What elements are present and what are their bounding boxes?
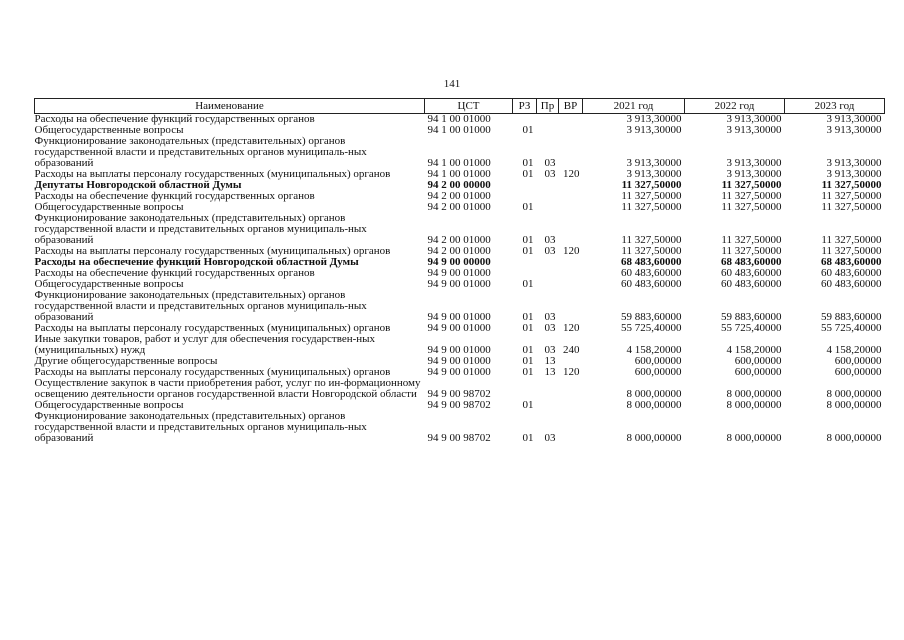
header-2022: 2022 год <box>685 99 785 114</box>
row-value-2023: 8 000,00000 <box>826 432 882 444</box>
row-value-2022: 8 000,00000 <box>726 399 782 411</box>
row-vr: 120 <box>563 245 580 257</box>
row-rz: 01 <box>522 201 534 213</box>
row-rz: 01 <box>522 278 534 290</box>
row-value-2022: 3 913,30000 <box>726 113 782 125</box>
row-value-2021: 59 883,60000 <box>621 311 682 323</box>
table-row <box>35 136 885 169</box>
row-value-2021: 3 913,30000 <box>626 113 682 125</box>
row-value-2022: 3 913,30000 <box>726 124 782 136</box>
row-vr <box>559 191 583 202</box>
row-value-2023: 600,00000 <box>834 366 882 378</box>
table-row <box>35 213 885 246</box>
row-rz: 01 <box>522 124 534 136</box>
row-value-2023: 4 158,20000 <box>826 344 882 356</box>
row-value-2021: 8 000,00000 <box>626 388 682 400</box>
row-value-2023: 11 327,50000 <box>821 245 882 257</box>
header-name: Наименование <box>35 99 425 114</box>
row-pr: 03 <box>544 432 556 444</box>
row-value-2022: 600,00000 <box>734 366 782 378</box>
row-name: Расходы на обеспечение функций государственных органов <box>34 267 315 279</box>
row-pr: 03 <box>544 234 556 246</box>
row-value-2021: 11 327,50000 <box>621 190 682 202</box>
row-pr <box>537 257 559 268</box>
row-value-2023: 55 725,40000 <box>821 322 882 334</box>
row-vr <box>559 180 583 191</box>
row-value-2021: 60 483,60000 <box>621 278 682 290</box>
row-vr: 120 <box>563 322 580 334</box>
header-vr: ВР <box>559 99 583 114</box>
row-cst: 94 1 00 01000 <box>427 113 491 125</box>
row-value-2023: 11 327,50000 <box>821 190 882 202</box>
row-rz <box>513 378 537 400</box>
row-value-2022: 3 913,30000 <box>726 168 782 180</box>
row-rz <box>513 257 537 268</box>
row-name: Другие общегосударственные вопросы <box>34 355 218 367</box>
header-2023: 2023 год <box>785 99 885 114</box>
row-cst: 94 2 00 01000 <box>427 201 491 213</box>
row-value-2021: 600,00000 <box>634 355 682 367</box>
header-2021: 2021 год <box>583 99 685 114</box>
row-name: Осуществление закупок в части приобретения работ, услуг по ин-формационному освещению деятельности органов государственной власти Новгородской области <box>34 377 421 400</box>
row-pr: 03 <box>544 245 556 257</box>
row-value-2021: 68 483,60000 <box>621 256 682 268</box>
row-cst: 94 9 00 98702 <box>427 388 491 400</box>
row-value-2021: 11 327,50000 <box>621 245 682 257</box>
row-rz <box>513 180 537 191</box>
row-pr: 03 <box>544 311 556 323</box>
row-pr <box>537 125 559 136</box>
row-vr <box>559 290 583 323</box>
row-rz: 01 <box>522 344 534 356</box>
row-pr: 13 <box>544 366 556 378</box>
row-pr <box>537 279 559 290</box>
row-rz: 01 <box>522 245 534 257</box>
row-value-2021: 8 000,00000 <box>626 432 682 444</box>
row-vr <box>559 136 583 169</box>
row-rz: 01 <box>522 311 534 323</box>
row-vr <box>559 268 583 279</box>
row-pr <box>537 400 559 411</box>
row-value-2022: 600,00000 <box>734 355 782 367</box>
row-vr <box>559 400 583 411</box>
row-name: Общегосударственные вопросы <box>34 201 184 213</box>
row-value-2022: 8 000,00000 <box>726 432 782 444</box>
row-vr: 240 <box>563 344 580 356</box>
row-cst: 94 9 00 00000 <box>427 256 491 268</box>
row-rz: 01 <box>522 366 534 378</box>
row-rz: 01 <box>522 399 534 411</box>
row-value-2023: 11 327,50000 <box>821 201 882 213</box>
row-value-2021: 600,00000 <box>634 366 682 378</box>
row-cst: 94 9 00 01000 <box>427 355 491 367</box>
row-rz: 01 <box>522 432 534 444</box>
row-value-2022: 4 158,20000 <box>726 344 782 356</box>
row-value-2023: 11 327,50000 <box>821 179 882 191</box>
row-value-2023: 68 483,60000 <box>821 256 882 268</box>
row-value-2023: 11 327,50000 <box>821 234 882 246</box>
row-name: Расходы на обеспечение функций государственных органов <box>34 113 315 125</box>
row-value-2022: 59 883,60000 <box>721 311 782 323</box>
row-name: Иные закупки товаров, работ и услуг для обеспечения государствен-ных (муниципальных) нужд <box>34 333 376 356</box>
row-name: Функционирование законодательных (представительных) органов государственной власти и представительных органов муниципаль-ных образований <box>34 410 367 444</box>
row-vr <box>559 257 583 268</box>
header-cst: ЦСТ <box>425 99 513 114</box>
row-name: Расходы на выплаты персоналу государственных (муниципальных) органов <box>34 366 391 378</box>
row-value-2023: 3 913,30000 <box>826 124 882 136</box>
row-vr <box>559 125 583 136</box>
row-value-2023: 59 883,60000 <box>821 311 882 323</box>
row-value-2021: 11 327,50000 <box>621 201 682 213</box>
row-value-2021: 55 725,40000 <box>621 322 682 334</box>
row-rz: 01 <box>522 234 534 246</box>
row-vr <box>559 378 583 400</box>
row-pr: 03 <box>544 322 556 334</box>
row-pr <box>537 191 559 202</box>
row-value-2022: 11 327,50000 <box>721 190 782 202</box>
row-vr <box>559 114 583 126</box>
row-value-2021: 3 913,30000 <box>626 168 682 180</box>
row-name: Депутаты Новгородской областной Думы <box>34 179 242 191</box>
row-vr <box>559 213 583 246</box>
row-value-2022: 11 327,50000 <box>721 245 782 257</box>
row-value-2021: 11 327,50000 <box>621 179 682 191</box>
row-pr <box>537 180 559 191</box>
row-value-2023: 60 483,60000 <box>821 278 882 290</box>
row-name: Расходы на выплаты персоналу государственных (муниципальных) органов <box>34 168 391 180</box>
budget-table <box>34 98 885 444</box>
row-value-2023: 60 483,60000 <box>821 267 882 279</box>
row-value-2021: 3 913,30000 <box>626 157 682 169</box>
row-vr <box>559 411 583 444</box>
row-value-2023: 3 913,30000 <box>826 113 882 125</box>
row-pr: 03 <box>544 168 556 180</box>
table-row <box>35 290 885 323</box>
row-pr <box>537 202 559 213</box>
row-name: Общегосударственные вопросы <box>34 278 184 290</box>
row-value-2022: 3 913,30000 <box>726 157 782 169</box>
row-cst: 94 9 00 01000 <box>427 267 491 279</box>
page-number: 141 <box>443 78 461 90</box>
row-value-2023: 8 000,00000 <box>826 388 882 400</box>
row-value-2023: 3 913,30000 <box>826 157 882 169</box>
row-name: Расходы на выплаты персоналу государственных (муниципальных) органов <box>34 322 391 334</box>
table-row <box>35 378 885 400</box>
row-pr <box>537 378 559 400</box>
row-cst: 94 9 00 01000 <box>427 311 491 323</box>
row-cst: 94 9 00 98702 <box>427 399 491 411</box>
row-cst: 94 9 00 98702 <box>427 432 491 444</box>
row-pr <box>537 268 559 279</box>
row-name: Расходы на обеспечение функций Новгородской областной Думы <box>34 256 359 268</box>
row-cst: 94 9 00 01000 <box>427 366 491 378</box>
row-name: Общегосударственные вопросы <box>34 124 184 136</box>
row-value-2022: 8 000,00000 <box>726 388 782 400</box>
header-rz: РЗ <box>513 99 537 114</box>
header-pr: Пр <box>537 99 559 114</box>
row-name: Функционирование законодательных (представительных) органов государственной власти и представительных органов муниципаль-ных образований <box>34 135 367 169</box>
row-rz: 01 <box>522 157 534 169</box>
row-vr: 120 <box>563 366 580 378</box>
row-rz: 01 <box>522 355 534 367</box>
row-value-2022: 11 327,50000 <box>721 201 782 213</box>
row-vr <box>559 202 583 213</box>
row-cst: 94 9 00 01000 <box>427 322 491 334</box>
row-value-2022: 11 327,50000 <box>721 179 782 191</box>
row-pr <box>537 114 559 126</box>
table-row <box>35 334 885 356</box>
row-vr <box>559 279 583 290</box>
row-pr: 03 <box>544 344 556 356</box>
row-value-2023: 3 913,30000 <box>826 168 882 180</box>
row-pr: 03 <box>544 157 556 169</box>
row-value-2021: 3 913,30000 <box>626 124 682 136</box>
row-name: Расходы на выплаты персоналу государственных (муниципальных) органов <box>34 245 391 257</box>
row-value-2021: 60 483,60000 <box>621 267 682 279</box>
row-value-2022: 60 483,60000 <box>721 278 782 290</box>
row-value-2023: 600,00000 <box>834 355 882 367</box>
row-value-2022: 68 483,60000 <box>721 256 782 268</box>
row-cst: 94 9 00 01000 <box>427 344 491 356</box>
row-name: Функционирование законодательных (представительных) органов государственной власти и представительных органов муниципаль-ных образований <box>34 212 367 246</box>
row-name: Расходы на обеспечение функций государственных органов <box>34 190 315 202</box>
row-cst: 94 1 00 01000 <box>427 157 491 169</box>
table-body <box>35 114 885 445</box>
row-cst: 94 2 00 01000 <box>427 234 491 246</box>
row-cst: 94 2 00 00000 <box>427 179 491 191</box>
row-value-2022: 55 725,40000 <box>721 322 782 334</box>
row-value-2021: 11 327,50000 <box>621 234 682 246</box>
row-cst: 94 9 00 01000 <box>427 278 491 290</box>
row-vr: 120 <box>563 168 580 180</box>
row-value-2022: 60 483,60000 <box>721 267 782 279</box>
row-value-2021: 4 158,20000 <box>626 344 682 356</box>
row-name: Функционирование законодательных (представительных) органов государственной власти и представительных органов муниципаль-ных образований <box>34 289 367 323</box>
row-cst: 94 1 00 01000 <box>427 168 491 180</box>
table-header-row <box>35 99 885 114</box>
row-rz: 01 <box>522 168 534 180</box>
table-row <box>35 411 885 444</box>
row-cst: 94 2 00 01000 <box>427 190 491 202</box>
row-rz: 01 <box>522 322 534 334</box>
row-cst: 94 2 00 01000 <box>427 245 491 257</box>
row-value-2021: 8 000,00000 <box>626 399 682 411</box>
row-name: Общегосударственные вопросы <box>34 399 184 411</box>
row-pr: 13 <box>544 355 556 367</box>
row-cst: 94 1 00 01000 <box>427 124 491 136</box>
row-value-2023: 8 000,00000 <box>826 399 882 411</box>
row-value-2022: 11 327,50000 <box>721 234 782 246</box>
